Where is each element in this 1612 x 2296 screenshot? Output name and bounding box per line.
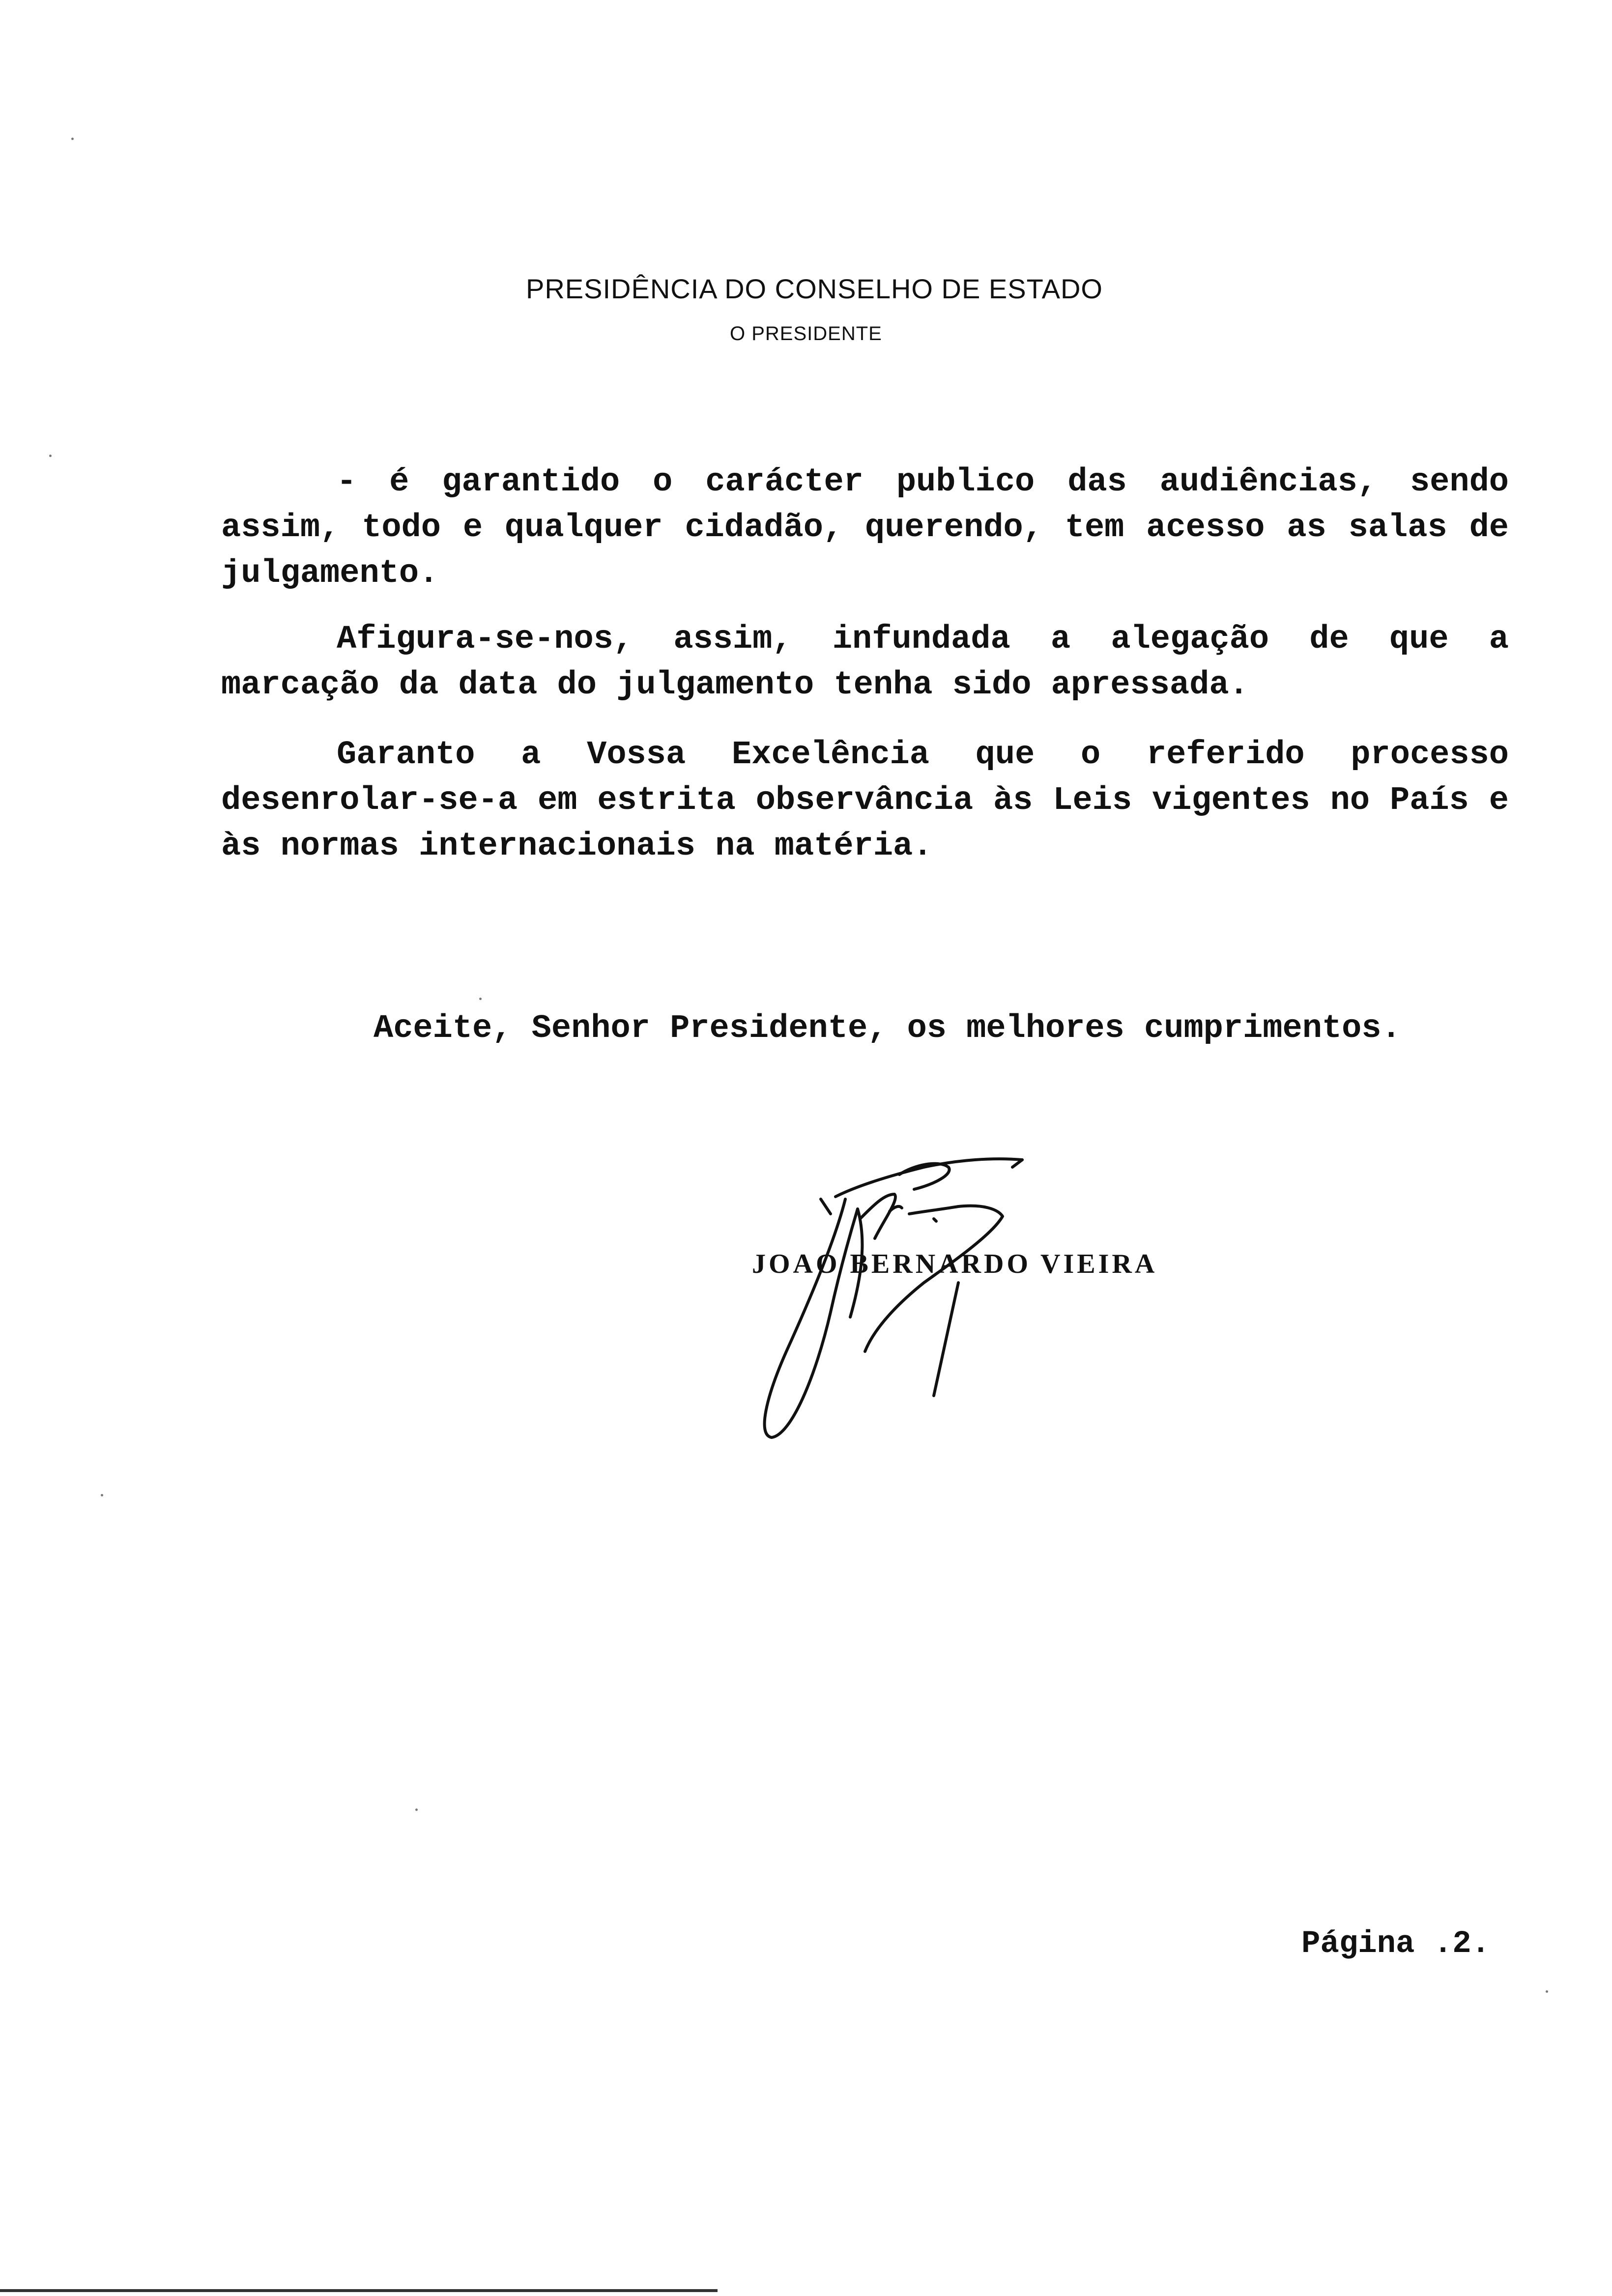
scan-speck: [415, 1808, 418, 1811]
paragraph-2: Afigura-se-nos, assim, infundada a alegação de que a marcação da data do julgamento tenha sido apressada.: [221, 621, 1509, 704]
scan-edge-line: [0, 2289, 718, 2292]
signer-name: JOAO BERNARDO VIEIRA: [752, 1249, 1158, 1279]
letterhead-institution: PRESIDÊNCIA DO CONSELHO DE ESTADO: [526, 273, 1103, 304]
scan-speck: [71, 138, 74, 140]
page-number: Página .2.: [1301, 1926, 1491, 1962]
scan-speck: [101, 1494, 103, 1496]
paragraph-1: - é garantido o carácter publico das audiências, sendo assim, todo e qualquer cidadão, querendo, tem acesso as salas de julgamento.: [221, 463, 1509, 592]
paragraph-3: Garanto a Vossa Excelência que o referido processo desenrolar-se-a em estrita observância às Leis vigentes no País e às normas internacionais na matéria.: [221, 736, 1509, 865]
closing-salutation: Aceite, Senhor Presidente, os melhores cumprimentos.: [374, 1010, 1401, 1047]
scan-speck: [479, 998, 482, 1000]
scan-speck: [49, 455, 52, 457]
handwritten-signature: [737, 1120, 1052, 1455]
letterhead-office: O PRESIDENTE: [730, 323, 882, 344]
scan-speck: [1546, 1990, 1548, 1993]
